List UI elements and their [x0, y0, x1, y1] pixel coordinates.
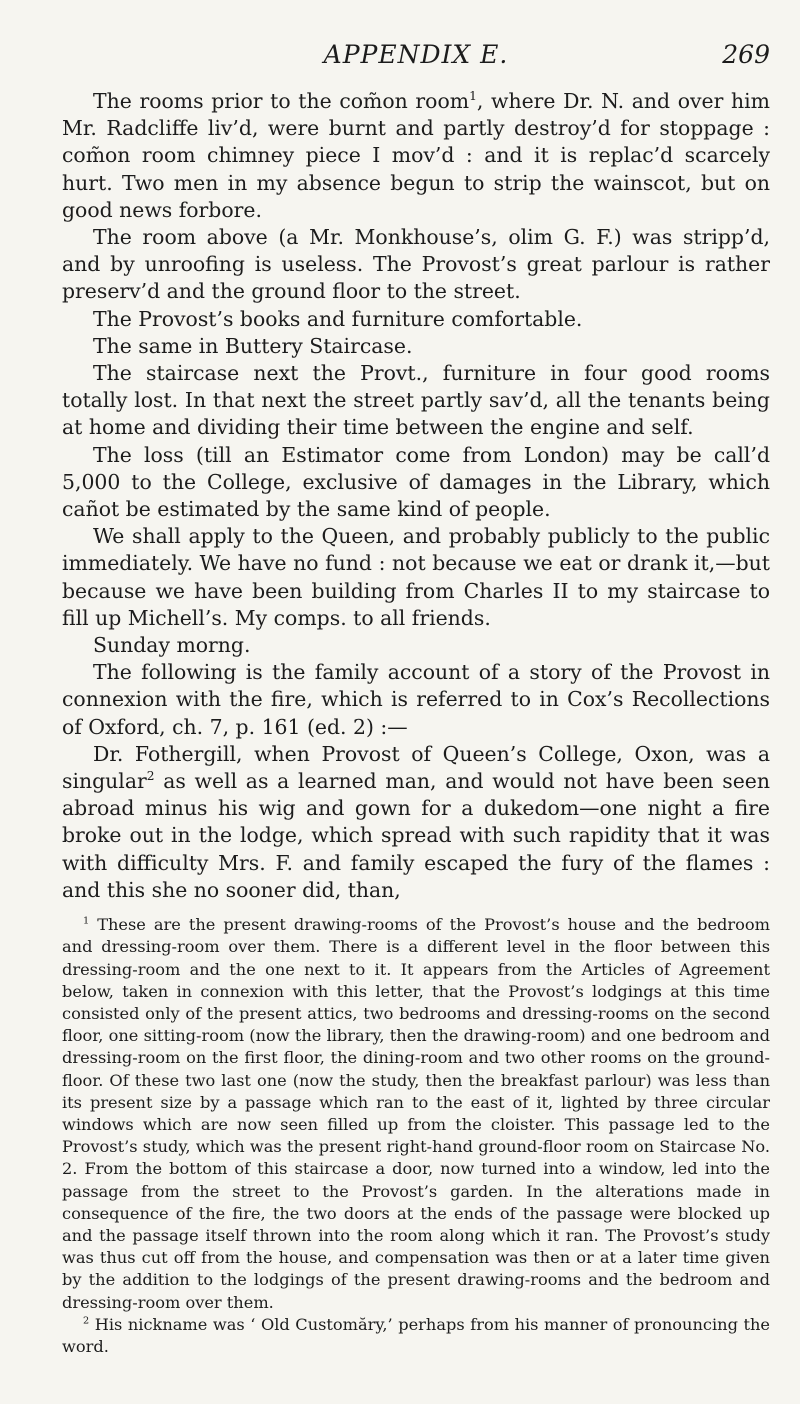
footnote-2-text: His nickname was ‘ Old Customăry,’ perhaps from his manner of pronouncing the word. [62, 1314, 770, 1356]
footnote-ref-2: 2 [146, 769, 155, 784]
running-title: APPENDIX E. [323, 40, 509, 69]
paragraph-9: The following is the family account of a story of the Provost in connexion with the fire, which is referred to in Cox’s Recollections of Oxford, ch. 7, p. 161 (ed. 2) :— [62, 660, 770, 739]
paragraph-3: The Provost’s books and furniture comfortable. [93, 306, 583, 331]
paragraph-5: The staircase next the Provt., furniture in four good rooms totally lost. In that next the street partly sav’d, all the tenants being at home and dividing their time between the engine and self. [62, 361, 770, 440]
paragraph-2: The room above (a Mr. Monkhouse’s, olim G. F.) was stripp’d, and by unroofing is useless. The Provost’s great parlour is rather preserv’d and the ground floor to the street. [62, 225, 770, 304]
footnote-1 [62, 914, 770, 1314]
footnotes [62, 914, 770, 1358]
paragraph-10-text-a: Dr. Fothergill, when Provost of Queen’s College, Oxon, was a singular [62, 741, 770, 794]
paragraph-1-text-b: , where Dr. N. and over him Mr. Radcliffe liv’d, were burnt and partly destroy’d for stoppage : com̃on room chimney piece I mov’d : and it is replac’d scarcely hurt. Two men in my absence begun to strip the wainscot, but on good news forbore. [62, 89, 771, 222]
paragraph-10-text-b: as well as a learned man, and would not have been seen abroad minus his wig and gown for a dukedom—one night a fire broke out in the lodge, which spread with such rapidity that it was with difficulty Mrs. F. and family escaped the fury of the flames : and this she no sooner did, than, [62, 769, 770, 902]
footnote-2-mark: 2 [83, 1315, 90, 1327]
paragraph-1 [62, 88, 770, 224]
paragraph-10 [62, 741, 770, 904]
page-number: 269 [722, 40, 770, 69]
paragraph-1-text-a: The rooms prior to the com̃on room [93, 89, 470, 113]
paragraph-6: The loss (till an Estimator come from London) may be call’d 5,000 to the College, exclusive of damages in the Library, which cañot be estimated by the same kind of people. [62, 442, 770, 522]
body-text [62, 88, 770, 904]
footnote-2 [62, 1314, 770, 1358]
page [62, 40, 770, 1358]
footnote-1-mark: 1 [83, 915, 90, 927]
paragraph-4: The same in Buttery Staircase. [93, 333, 413, 358]
paragraph-7: We shall apply to the Queen, and probably publicly to the public immediately. We have no fund : not because we eat or drank it,—but because we have been building from Charles II to my staircase to fill up Michell’s. My comps. to all friends. [62, 524, 770, 630]
paragraph-8: Sunday morng. [93, 633, 251, 658]
running-header [62, 40, 770, 88]
footnote-1-text: These are the present drawing-rooms of the Provost’s house and the bedroom and dressing-room over them. There is a different level in the floor between this dressing-room and the one next to it. It appears from the Articles of Agreement below, taken in connexion with this letter, that the Provost’s lodgings at this time consisted only of the present attics, two bedrooms and dressing-rooms on the second floor, one sitting-room (now the library, then the drawing-room) and one bedroom and dressing-room on the first floor, the dining-room and two other rooms on the ground-floor. Of these two last one (now the study, then the breakfast parlour) was less than its present size by a passage which ran to the east of it, lighted by three circular windows which are now seen filled up from the cloister. This passage led to the Provost’s study, which was the present right-hand ground-floor room on Staircase No. 2. From the bottom of this staircase a door, now turned into a window, led into the passage from the street to the Provost’s garden. In the alterations made in consequence of the fire, the two doors at the ends of the passage were blocked up and the passage itself thrown into the room along which it ran. The Provost’s study was thus cut off from the house, and compensation was then or at a later time given by the addition to the lodgings of the present drawing-rooms and the bedroom and dressing-room over them. [62, 915, 770, 1312]
footnote-ref-1: 1 [469, 89, 477, 104]
